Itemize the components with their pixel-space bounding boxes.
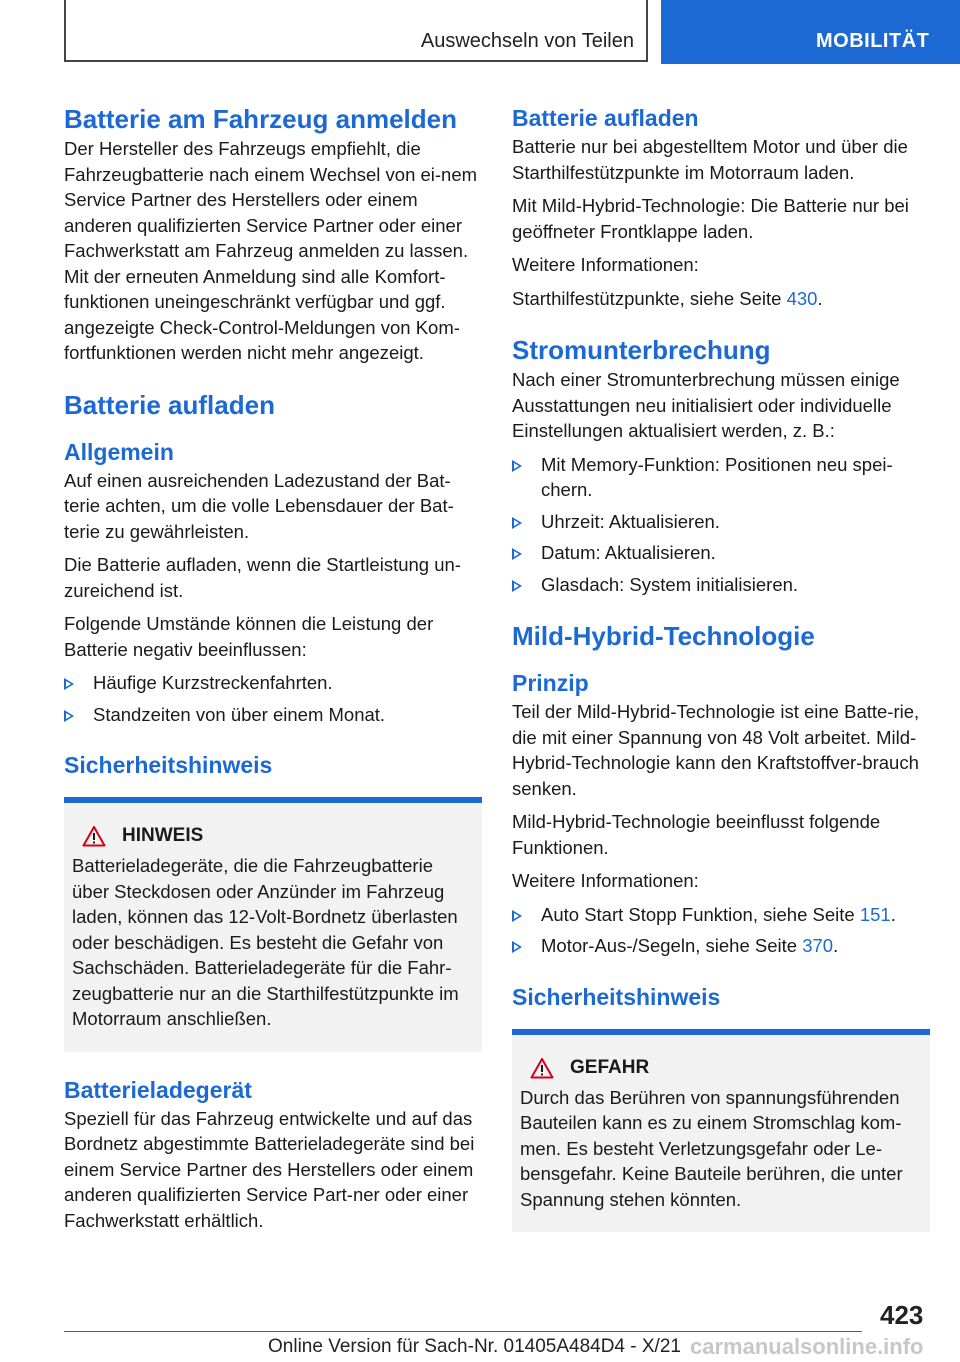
page-link-430[interactable]: 430 [786, 287, 818, 309]
heading-safety-note-left: Sicherheitshinweis [64, 752, 273, 778]
header-section-box [64, 0, 648, 62]
footer-divider [64, 1331, 862, 1332]
list-power-interruption [512, 452, 930, 598]
triangle-bullet-icon [512, 517, 522, 529]
heading-mild-hybrid: Mild-Hybrid-Technologie [512, 621, 815, 651]
page-number: 423 [880, 1300, 924, 1330]
paragraph-general-2: Die Batterie aufladen, wenn die Startleistung un-zureichend ist. [64, 554, 461, 601]
list-item: Standzeiten von über einem Monat. [64, 702, 482, 728]
list-battery-factors [64, 670, 482, 727]
triangle-bullet-icon [512, 910, 522, 922]
list-item: Uhrzeit: Aktualisieren. [512, 509, 930, 535]
page-link-370[interactable]: 370 [802, 935, 834, 956]
triangle-bullet-icon [64, 710, 74, 722]
footer-version-text: Online Version für Sach-Nr. 01405A484D4 - X/21 [268, 1336, 681, 1357]
heading-charging-battery: Batterie aufladen [512, 105, 699, 131]
heading-battery-register: Batterie am Fahrzeug anmelden [64, 104, 457, 134]
warning-triangle-icon [82, 825, 106, 847]
heading-battery-charger: Batterieladegerät [64, 1076, 252, 1103]
list-item: Häufige Kurzstreckenfahrten. [64, 670, 482, 696]
notice-text: Durch das Berühren von spannungsführenden Bauteilen kann es zu einem Stromschlag kom-men. Es besteht Verletzungsgefahr oder Le-bensgefahr. Keine Bauteile berühren, die unter Spannung stehen könnten. [520, 1086, 903, 1210]
warning-triangle-icon [530, 1057, 554, 1079]
notice-text: Batterieladegeräte, die die Fahrzeugbatterie über Steckdosen oder Anzünder im Fahrzeug laden, können das 12-Volt-Bordnetz überlasten oder beschädigen. Es besteht die Gefahr von Sachschäden. Batterieladegeräte für die Fahr-zeugbatterie nur an die Starthilfestützpunkte im Motorraum anschließen. [72, 855, 459, 1029]
watermark: carmanualsonline.info [690, 1334, 924, 1359]
paragraph-charging-3: Weitere Informationen: [512, 254, 699, 275]
triangle-bullet-icon [512, 941, 522, 953]
paragraph-charging-2: Mit Mild-Hybrid-Technologie: Die Batterie nur bei geöffneter Frontklappe laden. [512, 195, 909, 242]
heading-principle: Prinzip [512, 670, 589, 696]
paragraph-charging-ref: Starthilfestützpunkte, siehe Seite 430. [512, 287, 823, 309]
list-item: Datum: Aktualisieren. [512, 540, 930, 566]
paragraph-battery-register: Der Hersteller des Fahrzeugs empfiehlt, die Fahrzeugbatterie nach einem Wechsel von ei-nem Service Partner des Herstellers oder einem anderen qualifizierten Service Partner oder einer Fachwerkstatt am Fahrzeug anmelden zu lassen. Mit der erneuten Anmeldung sind alle Komfort-funktionen uneingeschränkt verfügbar und ggf. angezeigte Check-Control-Meldungen von Kom-fortfunktionen werden nicht mehr angezeigt. [64, 138, 478, 363]
list-item: Motor-Aus-/Segeln, siehe Seite 370. [512, 933, 930, 959]
paragraph-general-1: Auf einen ausreichenden Ladezustand der Bat-terie achten, um die volle Lebensdauer der Bat-terie zu gewährleisten. [64, 469, 454, 542]
paragraph-battery-charger: Speziell für das Fahrzeug entwickelte und auf das Bordnetz abgestimmte Batterieladegeräte sind bei einem Service Partner des Herstellers oder einem anderen qualifizierten Service Part-ner oder einer Fachwerkstatt erhältlich. [64, 1107, 475, 1231]
paragraph-principle-3: Weitere Informationen: [512, 870, 699, 891]
page-link-151[interactable]: 151 [859, 903, 891, 925]
header-chapter-tab [661, 0, 960, 64]
heading-safety-note-right: Sicherheitshinweis [512, 983, 721, 1010]
triangle-bullet-icon [512, 548, 522, 560]
paragraph-power-interruption: Nach einer Stromunterbrechung müssen einige Ausstattungen neu initialisiert oder individuelle Einstellungen aktualisiert werden, z. B.: [512, 369, 900, 441]
paragraph-charging-1: Batterie nur bei abgestelltem Motor und über die Starthilfestützpunkte im Motorraum laden. [512, 136, 908, 183]
heading-battery-charging: Batterie aufladen [64, 389, 275, 420]
notice-title: HINWEIS [122, 825, 204, 846]
heading-power-interruption: Stromunterbrechung [512, 335, 771, 365]
triangle-bullet-icon [64, 678, 74, 690]
paragraph-general-3: Folgende Umstände können die Leistung der Batterie negativ beeinflussen: [64, 613, 434, 660]
header-section-title: Auswechseln von Teilen [420, 30, 634, 52]
notice-title: GEFAHR [570, 1056, 650, 1078]
heading-general: Allgemein [64, 438, 174, 465]
header-chapter-title: MOBILITÄT [816, 30, 930, 52]
notice-box-gefahr [512, 1029, 930, 1233]
left-column [64, 102, 482, 1241]
paragraph-principle-1: Teil der Mild-Hybrid-Technologie ist eine Batte-rie, die mit einer Spannung von 48 Volt arbeitet. Mild-Hybrid-Technologie kann den Kraftstoffver-brauch senken. [512, 701, 920, 799]
list-item: Mit Memory-Funktion: Positionen neu spei-chern. [512, 452, 930, 503]
triangle-bullet-icon [512, 460, 522, 472]
right-column [512, 102, 930, 1232]
triangle-bullet-icon [512, 580, 522, 592]
paragraph-principle-2: Mild-Hybrid-Technologie beeinflusst folgende Funktionen. [512, 811, 881, 858]
notice-box-hinweis [64, 797, 482, 1052]
list-mild-hybrid-refs [512, 902, 930, 959]
list-item: Glasdach: System initialisieren. [512, 572, 930, 598]
list-item: Auto Start Stopp Funktion, siehe Seite 151. [512, 902, 930, 928]
